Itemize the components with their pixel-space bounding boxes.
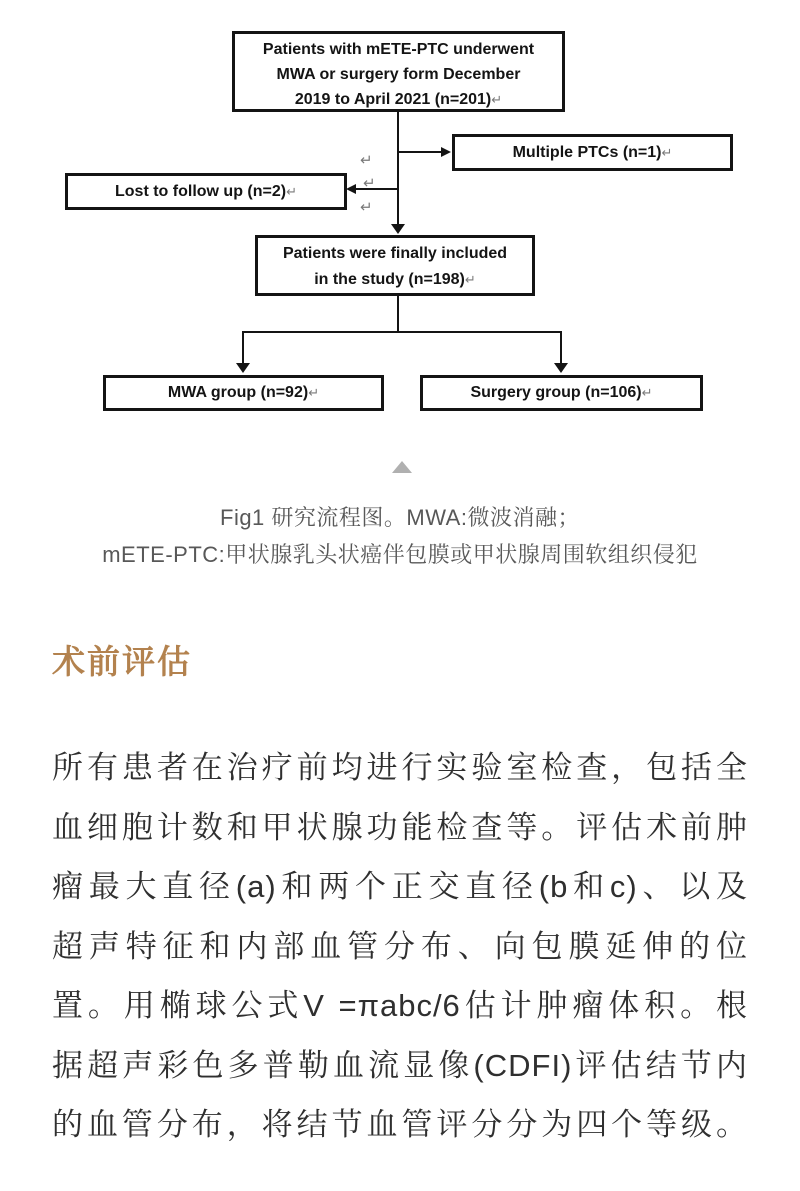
figure-caption-line1: Fig1 研究流程图。MWA:微波消融； — [220, 505, 580, 530]
arrow-down-icon — [554, 363, 568, 373]
return-mark-icon: ↵ — [641, 385, 653, 400]
flow-box-mwa-group-label: MWA group (n=92) — [167, 384, 309, 401]
return-mark-icon: ↵ — [464, 272, 476, 287]
flow-box-lost-followup — [65, 173, 347, 210]
flow-connector-vertical-main — [397, 112, 399, 225]
return-mark-icon: ↵ — [363, 175, 376, 192]
flow-connector-to-multiple — [398, 151, 442, 153]
flow-connector-vertical-mid — [397, 296, 399, 332]
flow-box-enrolled — [232, 31, 565, 112]
flow-box-enrolled-line1: Patients with mETE-PTC underwent — [262, 41, 535, 58]
arrow-left-icon — [346, 184, 356, 194]
flow-connector-to-mwa — [242, 331, 244, 364]
figure-caption-line2: mETE-PTC:甲状腺乳头状癌伴包膜或甲状腺周围软组织侵犯 — [102, 542, 698, 567]
flow-box-multiple-ptcs-label: Multiple PTCs (n=1) — [512, 144, 662, 161]
flow-box-enrolled-line2: MWA or surgery form December — [276, 66, 521, 83]
flow-connector-split — [242, 331, 562, 333]
flow-connector-to-surgery — [560, 331, 562, 364]
return-mark-icon: ↵ — [661, 145, 673, 160]
flow-box-surgery-group — [420, 375, 703, 411]
body-text-line: 瘤最大直径(a)和两个正交直径(b和c)、以及 — [52, 869, 748, 904]
flow-box-multiple-ptcs — [452, 134, 733, 171]
section-heading: 术前评估 — [52, 645, 192, 681]
arrow-right-icon — [441, 147, 451, 157]
return-mark-icon: ↵ — [491, 92, 503, 107]
triangle-up-icon — [392, 461, 412, 473]
body-text-line: 据超声彩色多普勒血流显像(CDFI)评估结节内 — [52, 1048, 748, 1083]
flow-box-lost-followup-label: Lost to follow up (n=2) — [115, 183, 287, 200]
flow-box-included-line1: Patients were finally included — [282, 245, 508, 262]
return-mark-icon: ↵ — [286, 184, 297, 199]
flow-box-enrolled-line3: 2019 to April 2021 (n=201) — [294, 91, 492, 108]
flow-box-included — [255, 235, 535, 296]
body-text-line: 超声特征和内部血管分布、向包膜延伸的位 — [52, 929, 748, 964]
arrow-down-icon — [236, 363, 250, 373]
arrow-down-icon — [391, 224, 405, 234]
body-text-line: 所有患者在治疗前均进行实验室检查，包括全 — [52, 750, 748, 785]
return-mark-icon: ↵ — [308, 385, 320, 400]
body-text-line: 的血管分布，将结节血管评分分为四个等级。 — [52, 1107, 748, 1142]
flow-box-included-line2: in the study (n=198) — [314, 271, 465, 288]
body-text-line: 置。用椭球公式V =πabc/6估计肿瘤体积。根 — [52, 988, 748, 1023]
flow-box-surgery-group-label: Surgery group (n=106) — [470, 384, 642, 401]
body-text-line: 血细胞计数和甲状腺功能检查等。评估术前肿 — [52, 810, 748, 845]
return-mark-icon: ↵ — [360, 152, 373, 169]
flow-box-mwa-group — [103, 375, 384, 411]
return-mark-icon: ↵ — [360, 199, 373, 216]
